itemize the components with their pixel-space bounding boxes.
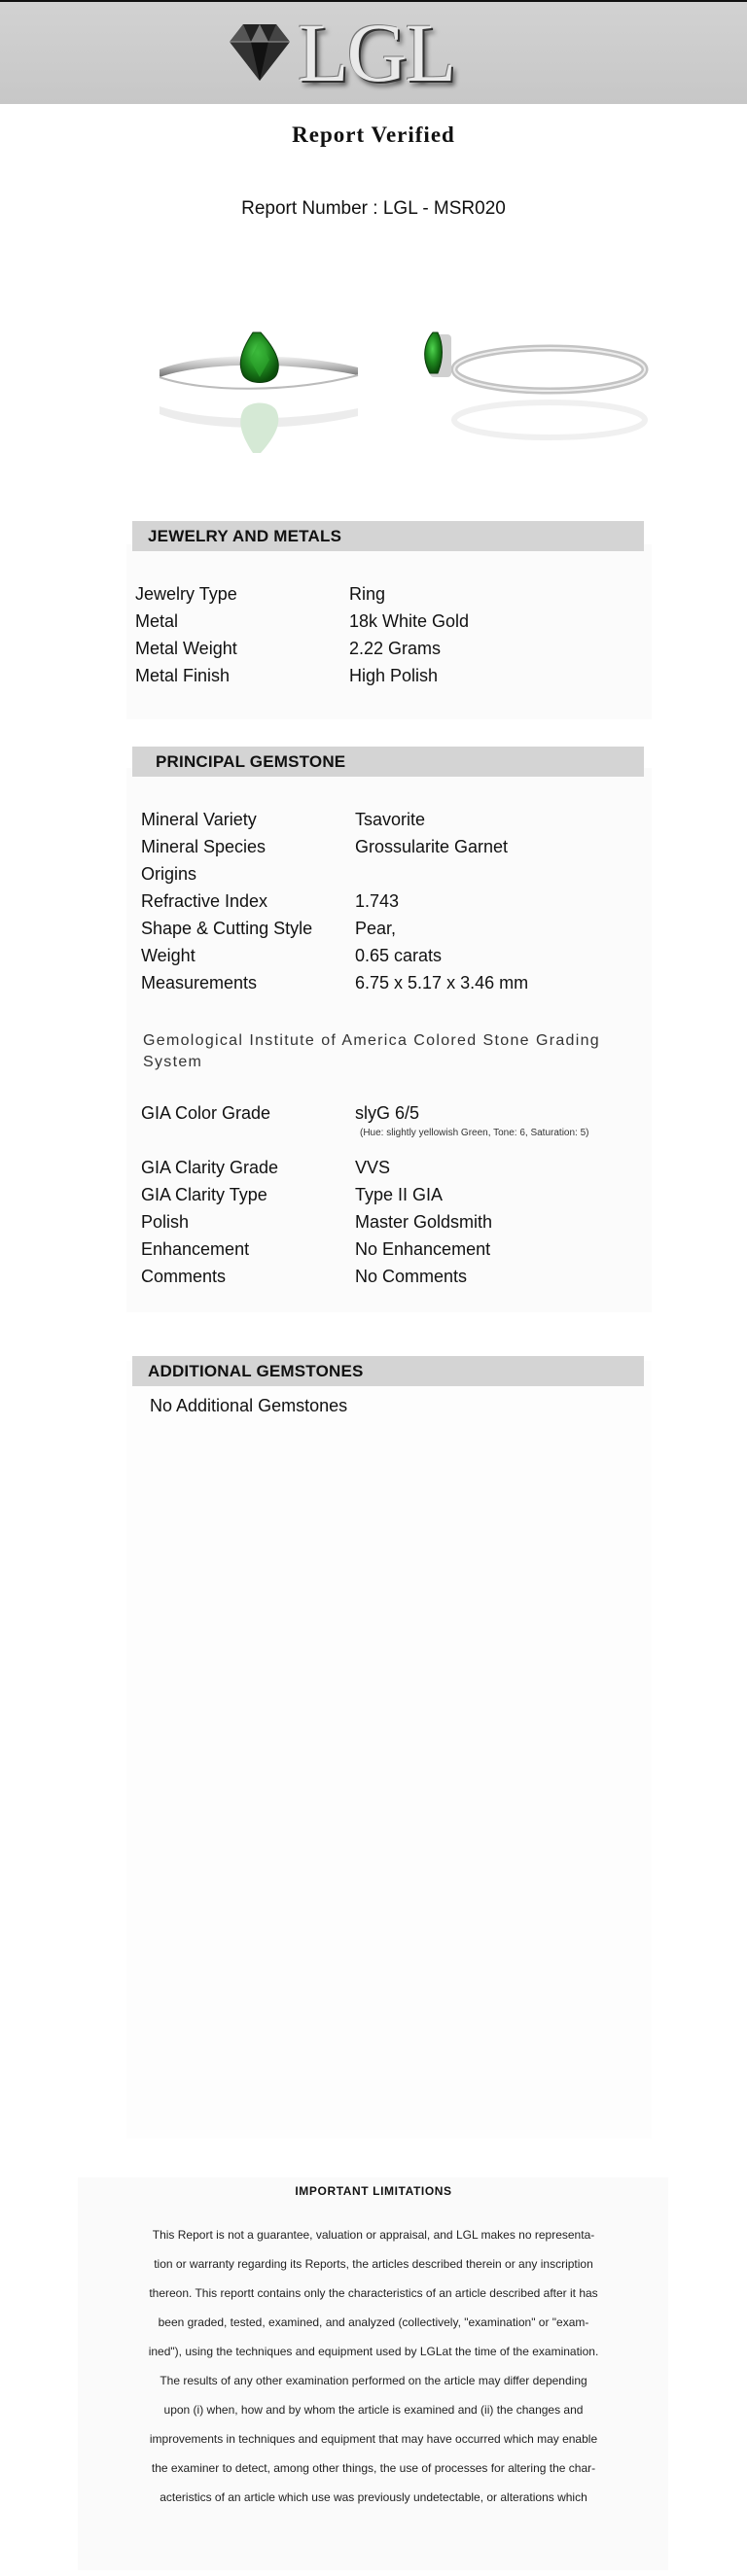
limitations-line: improvements in techniques and equipment that may have occurred which may enable [149, 2432, 598, 2446]
principal-section-heading: PRINCIPAL GEMSTONE [132, 747, 644, 777]
report-number: Report Number : LGL - MSR020 [241, 198, 506, 219]
spec-row [141, 833, 528, 860]
limitations-line: upon (i) when, how and by whom the article is examined and (ii) the changes and [163, 2403, 584, 2417]
spec-value: 18k White Gold [349, 611, 470, 631]
limitations-line: This Report is not a guarantee, valuation or appraisal, and LGL makes no representa- [152, 2228, 595, 2242]
limitations-line: thereon. This reportt contains only the characteristics of an article described after it has [149, 2286, 598, 2300]
spec-value: Master Goldsmith [355, 1212, 493, 1232]
spec-row [141, 915, 528, 942]
spec-label: Origins [141, 864, 197, 884]
diamond-icon [226, 20, 294, 85]
spec-label: Jewelry Type [135, 584, 237, 604]
spec-label: Polish [141, 1212, 190, 1232]
header-banner [0, 0, 747, 104]
logo-text: LGL [298, 6, 455, 99]
spec-row [141, 1181, 492, 1208]
limitations-line: acteristics of an article which use was previously undetectable, or alterations which [160, 2490, 587, 2504]
spec-value: 6.75 x 5.17 x 3.46 mm [355, 973, 529, 992]
limitations-title: IMPORTANT LIMITATIONS [295, 2184, 452, 2198]
spec-label: Shape & Cutting Style [141, 919, 313, 938]
spec-value: 2.22 Grams [349, 639, 442, 658]
limitations-line: The results of any other examination performed on the article may differ depending [160, 2374, 587, 2387]
spec-value: slyG 6/5 [355, 1103, 420, 1123]
spec-row [135, 662, 469, 689]
limitations-line: ined"), using the techniques and equipment used by LGLat the time of the examination. [148, 2345, 599, 2358]
spec-row [135, 580, 469, 608]
report-title: Report Verified [292, 122, 455, 147]
spec-label: Measurements [141, 973, 258, 992]
spec-label: Metal Weight [135, 639, 237, 658]
spec-label: Mineral Variety [141, 810, 257, 829]
limitations-line: the examiner to detect, among other things, the use of processes for altering the char- [151, 2461, 596, 2475]
spec-row [141, 1208, 492, 1236]
spec-label: GIA Color Grade [141, 1103, 271, 1123]
gia-color-grade-row [141, 1099, 419, 1127]
no-additional-text: No Additional Gemstones [150, 1396, 348, 1415]
spec-label: Metal [135, 611, 179, 631]
jewelry-section-heading: JEWELRY AND METALS [132, 521, 644, 551]
spec-value: Type II GIA [355, 1185, 444, 1204]
spec-value: 1.743 [355, 891, 400, 911]
ring-side-view [425, 332, 645, 437]
spec-row [141, 888, 528, 915]
spec-label: Mineral Species [141, 837, 267, 856]
spec-value: Ring [349, 584, 386, 604]
spec-row [135, 608, 469, 635]
spec-row [135, 635, 469, 662]
ring-photo [146, 292, 652, 486]
spec-label: Refractive Index [141, 891, 268, 911]
spec-row [141, 860, 528, 888]
spec-row [141, 1154, 492, 1181]
jewelry-spec-table [135, 580, 469, 689]
spec-label: Comments [141, 1267, 227, 1286]
spec-row [141, 942, 528, 969]
spec-label: Weight [141, 946, 196, 965]
spec-value: High Polish [349, 666, 439, 685]
lgl-logo [226, 6, 455, 99]
principal-spec-table [141, 806, 528, 996]
spec-value: Tsavorite [355, 810, 426, 829]
ring-front-view [160, 332, 358, 453]
spec-value: VVS [355, 1158, 391, 1177]
limitations-line: tion or warranty regarding its Reports, the articles described therein or any inscription [154, 2257, 593, 2271]
spec-row [141, 969, 528, 996]
gia-clarity-table [141, 1154, 492, 1290]
spec-label: GIA Clarity Type [141, 1185, 267, 1204]
spec-label: Enhancement [141, 1239, 250, 1259]
additional-section-heading: ADDITIONAL GEMSTONES [132, 1356, 644, 1386]
spec-label: Metal Finish [135, 666, 231, 685]
spec-value: Pear, [355, 919, 397, 938]
spec-row [141, 1263, 492, 1290]
additional-panel [126, 1361, 652, 2139]
spec-label: GIA Clarity Grade [141, 1158, 279, 1177]
spec-value: 0.65 carats [355, 946, 443, 965]
gia-grading-system-heading: Gemological Institute of America Colored Stone Grading System [143, 1032, 600, 1070]
spec-row [141, 806, 528, 833]
spec-value: No Enhancement [355, 1239, 491, 1259]
limitations-line: been graded, tested, examined, and analyzed (collectively, "examination" or "exam- [158, 2315, 589, 2329]
spec-row [141, 1236, 492, 1263]
spec-value: No Comments [355, 1267, 468, 1286]
hue-note: (Hue: slightly yellowish Green, Tone: 6, Saturation: 5) [360, 1128, 589, 1138]
spec-value: Grossularite Garnet [355, 837, 509, 856]
